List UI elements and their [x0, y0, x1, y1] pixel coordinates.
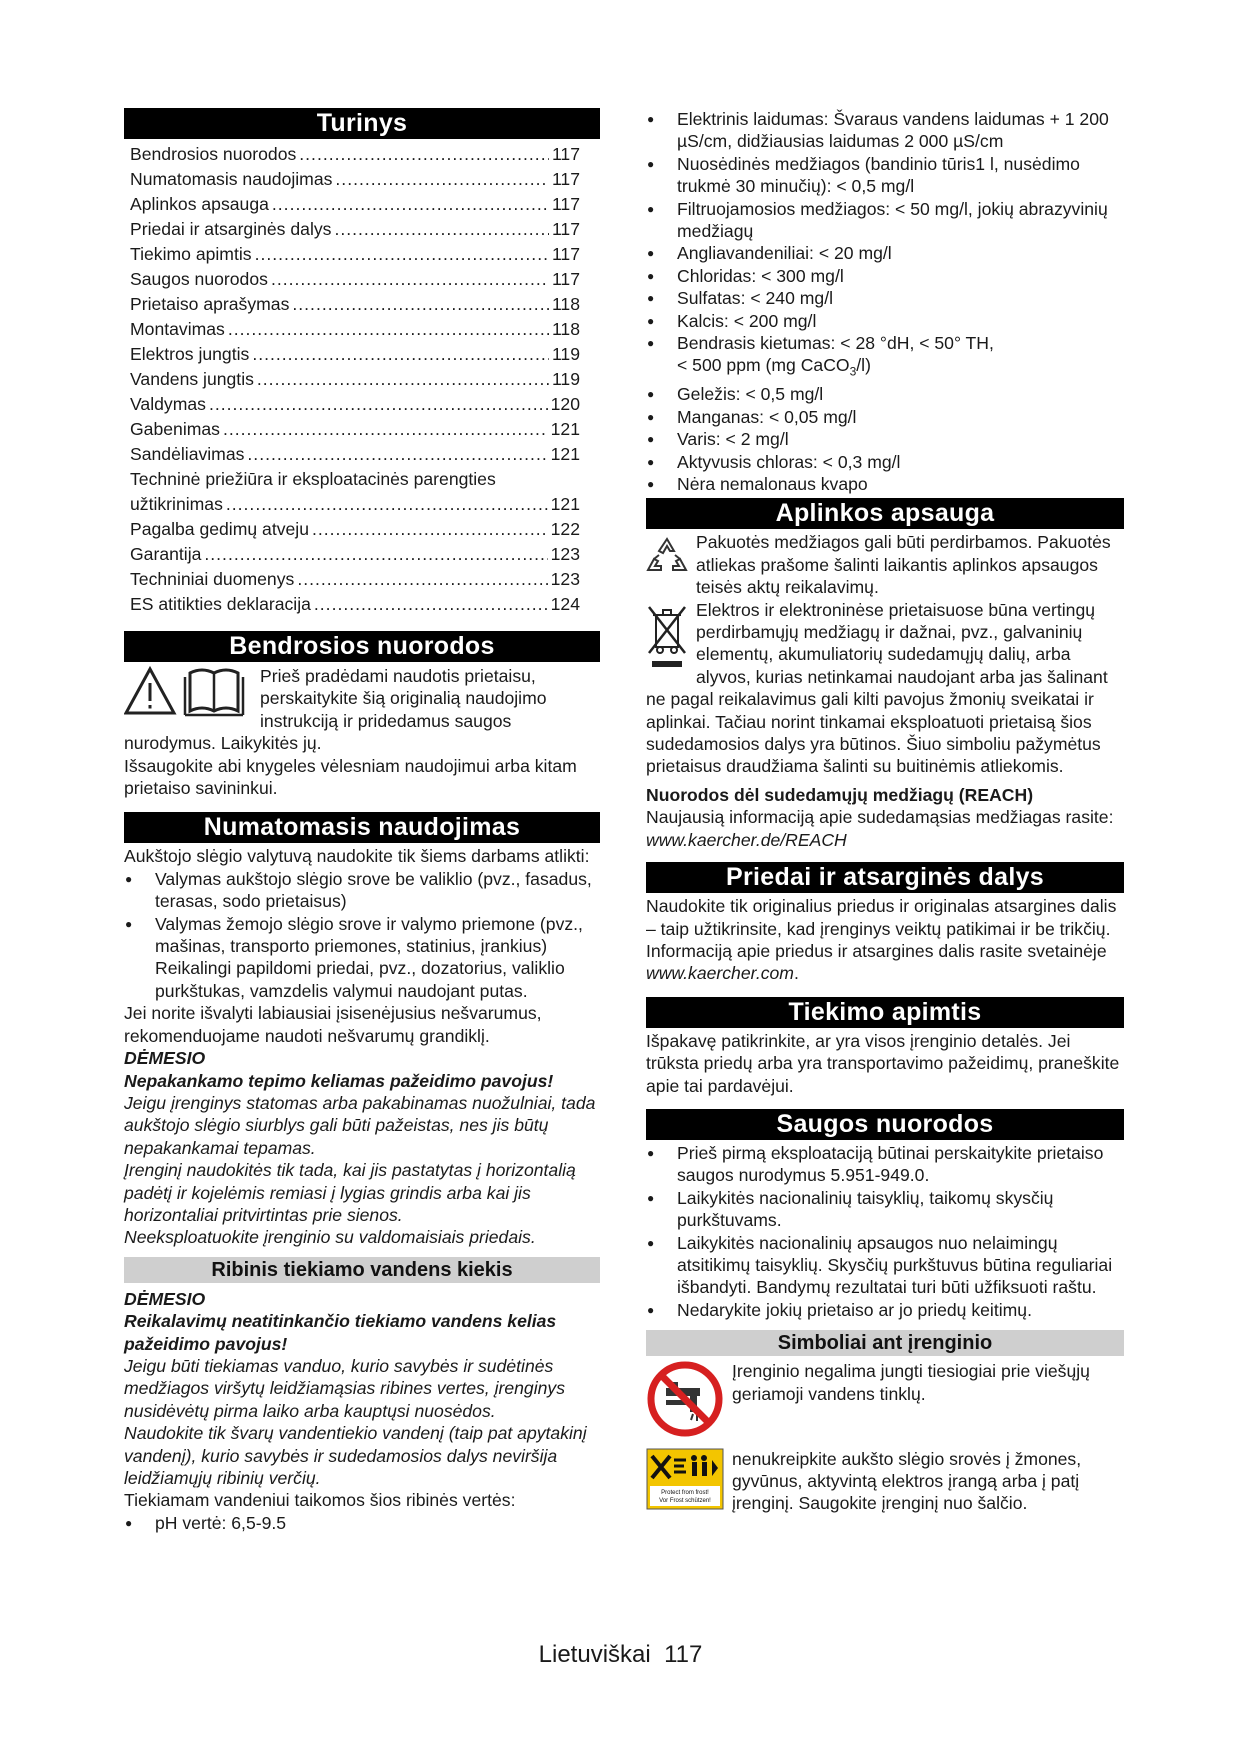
toc-item[interactable]: Bendrosios nuorodos ..... 117	[124, 142, 600, 167]
toc-item[interactable]: Techninė priežiūra ir eksploatacinės parengties užtikrinimas ..... 121	[124, 467, 600, 517]
list-item: ● Bendrasis kietumas: < 28 °dH, < 50° TH, < 500 ppm (mg CaCO$_3$/l)	[646, 332, 1124, 383]
crossed-bin-icon	[646, 603, 688, 674]
safety-heading: Saugos nuorodos	[646, 1109, 1124, 1140]
list-item: ● Sulfatas: < 240 mg/l	[646, 287, 1124, 309]
general-paragraph-2: Išsaugokite abi knygeles vėlesniam naudojimui arba kitam prietaiso savininkui.	[124, 755, 577, 799]
toc-item[interactable]: Elektros jungtis ..... 119	[124, 342, 600, 367]
list-item: ● Nėra nemalonaus kvapo	[646, 473, 1124, 495]
list-item: ● Varis: < 2 mg/l	[646, 428, 1124, 450]
list-item: ● Nuosėdinės medžiagos (bandinio tūris1 l, nusėdimo trukmė 30 minučių): < 0,5 mg/l	[646, 153, 1124, 198]
safety-list	[646, 1142, 1124, 1321]
list-item: ● Chloridas: < 300 mg/l	[646, 265, 1124, 287]
toc-item[interactable]: Tiekimo apimtis ..... 117	[124, 242, 600, 267]
environment-packaging: Pakuotės medžiagos gali būti perdirbamos. Pakuotės atliekas prašome šalinti laikantis aplinkos apsaugos teisės aktų reikalavimų.	[696, 532, 1111, 598]
toc-item[interactable]: Valdymas ..... 120	[124, 392, 600, 417]
reach-heading: Nuorodos dėl sudedamųjų medžiagų (REACH)	[646, 784, 1034, 805]
toc-heading: Turinys	[124, 108, 600, 139]
toc-item[interactable]: Montavimas ..... 118	[124, 317, 600, 342]
toc-item[interactable]: Prietaiso aprašymas ..... 118	[124, 292, 600, 317]
table-of-contents	[124, 142, 600, 617]
attention-label: DĖMESIO	[124, 1048, 206, 1069]
footer-language: Lietuviškai	[538, 1641, 651, 1668]
attention-label: DĖMESIO	[124, 1288, 206, 1309]
warning-triangle-icon	[124, 665, 252, 722]
list-item: ● Manganas: < 0,05 mg/l	[646, 406, 1124, 428]
list-item: ● Valymas aukštojo slėgio srove be valiklio (pvz., fasadus, terasas, sodo prietaisus)	[124, 868, 600, 913]
environment-heading: Aplinkos apsauga	[646, 498, 1124, 529]
symbol-text-2: nenukreipkite aukšto slėgio srovės į žmones, gyvūnus, aktyvintą elektros įrangą arba į patį įrenginį. Saugokite įrenginį nuo šalčio.	[732, 1448, 1082, 1514]
page-footer	[0, 1641, 1241, 1669]
toc-item[interactable]: Sandėliavimas ..... 121	[124, 442, 600, 467]
warning-text: Įrenginį naudokitės tik tada, kai jis pastatytas į horizontalią padėtį ir kojelėmis remiasi į lygias grindis arba kai jis horizontaliai pritvirtintas prie sienos.	[124, 1160, 576, 1225]
warning-text: Naudokite tik švarų vandentiekio vandenį (taip pat apytakinį vandenį), kurio savybės ir sudedamosios dalys neviršija leidžiamųjų ribinių verčių.	[124, 1423, 587, 1488]
list-item: ● Prieš pirmą eksploataciją būtinai perskaitykite prietaiso saugos nurodymus 5.951-949.0.	[646, 1142, 1124, 1187]
limits-intro: Tiekiamam vandeniui taikomos šios ribinės vertės:	[124, 1490, 516, 1511]
list-item: ● Laikykitės nacionalinių taisyklių, taikomų skysčių purkštuvams.	[646, 1187, 1124, 1232]
general-paragraph: Prieš pradėdami naudotis prietaisu, perskaitykite šią originalią naudojimo instrukciją ir pridedamus saugos nurodymus. Laikykitės jų.	[124, 666, 547, 754]
kaercher-link[interactable]: www.kaercher.com	[646, 963, 794, 984]
list-item: ● Filtruojamosios medžiagos: < 50 mg/l, jokių abrazyvinių medžiagų	[646, 198, 1124, 243]
intended-list	[124, 868, 600, 958]
intended-use-heading: Numatomasis naudojimas	[124, 812, 600, 843]
reach-link[interactable]: www.kaercher.de/REACH	[646, 829, 847, 850]
accessories-info: Informaciją apie priedus ir atsargines dalis rasite svetainėje www.kaercher.com.	[646, 940, 1107, 984]
general-heading: Bendrosios nuorodos	[124, 631, 600, 662]
list-item: ● Valymas žemojo slėgio srove ir valymo priemone (pvz., mašinas, transporto priemones, statinius, įrankius)	[124, 913, 600, 958]
symbols-heading: Simboliai ant įrenginio	[646, 1330, 1124, 1356]
warning-heading: Reikalavimų neatitinkančio tiekiamo vandens kelias pažeidimo pavojus!	[124, 1311, 557, 1354]
list-item: ● Elektrinis laidumas: Švaraus vandens laidumas + 1 200 µS/cm, didžiausias laidumas 2 000 µS/cm	[646, 108, 1124, 153]
manual-book-icon	[185, 670, 243, 715]
list-item: ● Geležis: < 0,5 mg/l	[646, 383, 1124, 405]
water-limits-heading: Ribinis tiekiamo vandens kiekis	[124, 1257, 600, 1283]
delivery-heading: Tiekimo apimtis	[646, 997, 1124, 1028]
toc-item[interactable]: Gabenimas ..... 121	[124, 417, 600, 442]
toc-item[interactable]: Vandens jungtis ..... 119	[124, 367, 600, 392]
toc-item[interactable]: Techniniai duomenys ..... 123	[124, 567, 600, 592]
accessories-text: Naudokite tik originalius priedus ir originalas atsargines dalis – taip užtikrinsite, kad įrenginys veiktų patikimai ir be trikčių.	[646, 896, 1117, 939]
limits-list	[646, 108, 1124, 495]
warning-text: Jeigu įrenginys statomas arba pakabinamas nuožulniai, tada aukštojo slėgio siurblys gali būti pažeistas, nes jis būtų nepakankamai tepamas.	[124, 1092, 596, 1158]
toc-item[interactable]: Garantija ..... 123	[124, 542, 600, 567]
list-item: ● Aktyvusis chloras: < 0,3 mg/l	[646, 451, 1124, 473]
toc-item[interactable]: Pagalba gedimų atveju ..... 122	[124, 517, 600, 542]
accessories-heading: Priedai ir atsarginės dalys	[646, 862, 1124, 893]
list-item: ● Nedarykite jokių prietaiso ar jo priedų keitimų.	[646, 1299, 1124, 1321]
svg-text:Protect from frost!: Protect from frost!	[661, 1489, 709, 1496]
delivery-text: Išpakavę patikrinkite, ar yra visos įrenginio detalės. Jei trūksta priedų arba yra transportavimo pažeidimų, praneškite apie tai pardavėjui.	[646, 1030, 1120, 1096]
warning-heading: Nepakankamo tepimo keliamas pažeidimo pavojus!	[124, 1070, 554, 1091]
symbol-text-1: Įrenginio negalima jungti tiesiogiai prie viešųjų geriamoji vandens tinklų.	[732, 1361, 1090, 1404]
page-number: 117	[664, 1641, 703, 1668]
recycling-icon	[646, 535, 688, 580]
protect-from-frost-label-icon	[646, 1448, 724, 1515]
list-item: ● Angliavandeniliai: < 20 mg/l	[646, 242, 1124, 264]
environment-electrical: Elektros ir elektroninėse prietaisuose būna vertingų perdirbamųjų medžiagų ir dažnai, pvz., galvaninių elementų, akumuliatorių sudedamųjų dalių, arba alyvos, kurias netinkamai naudojant arba jas šalinant ne pagal reikalavimus gali kilti pavojus žmonių sveikatai ir aplinkai. Tačiau norint tinkamai eksploatuoti prietaisą šios sudedamosios dalys yra būtinos. Šiuo simboliu pažymėtus prietaisus draudžiama šalinti su buitinėmis atliekomis.	[646, 599, 1108, 777]
right-column	[646, 108, 1124, 1515]
list-item: ● Laikykitės nacionalinių apsaugos nuo nelaimingų atsitikimų taisyklių. Skysčių purkštuvus būtina reguliariai išbandyti. Bandymų rezultatai turi būti užfiksuoti raštu.	[646, 1232, 1124, 1299]
list-item: ● Kalcis: < 200 mg/l	[646, 310, 1124, 332]
toc-item[interactable]: ES atitikties deklaracija ..... 124	[124, 592, 600, 617]
limits-list-start	[124, 1512, 600, 1534]
intended-note: Reikalingi papildomi priedai, pvz., dozatorius, valiklio purkštukas, vamzdelis valymui naudojant putas.	[155, 958, 565, 1001]
toc-item[interactable]: Saugos nuorodos ..... 117	[124, 267, 600, 292]
toc-item[interactable]: Numatomasis naudojimas ..... 117	[124, 167, 600, 192]
warning-text: Neeksploatuokite įrenginio su valdomaisiais priedais.	[124, 1227, 536, 1248]
toc-item[interactable]: Priedai ir atsarginės dalys ..... 117	[124, 217, 600, 242]
no-drinking-water-connection-icon	[646, 1360, 724, 1443]
intended-dirt: Jei norite išvalyti labiausiai įsisenėjusius nešvarumus, rekomenduojame naudoti nešvarumų grandiklį.	[124, 1003, 542, 1046]
svg-text:Vor Frost schützen!: Vor Frost schützen!	[659, 1497, 711, 1504]
reach-text: Naujausią informaciją apie sudedamąsias medžiagas rasite: www.kaercher.de/REACH	[646, 807, 1114, 850]
list-item: ● pH vertė: 6,5-9.5	[124, 1512, 600, 1534]
intended-intro: Aukštojo slėgio valytuvą naudokite tik šiems darbams atlikti:	[124, 846, 590, 867]
left-column	[124, 108, 600, 1534]
warning-text: Jeigu būti tiekiamas vanduo, kurio savybės ir sudėtinės medžiagos viršytų leidžiamąsias ribines vertes, įrenginys nusidėvėtų pirma laiko arba kauptųsi nuosėdos.	[124, 1355, 565, 1421]
toc-item[interactable]: Aplinkos apsauga ..... 117	[124, 192, 600, 217]
